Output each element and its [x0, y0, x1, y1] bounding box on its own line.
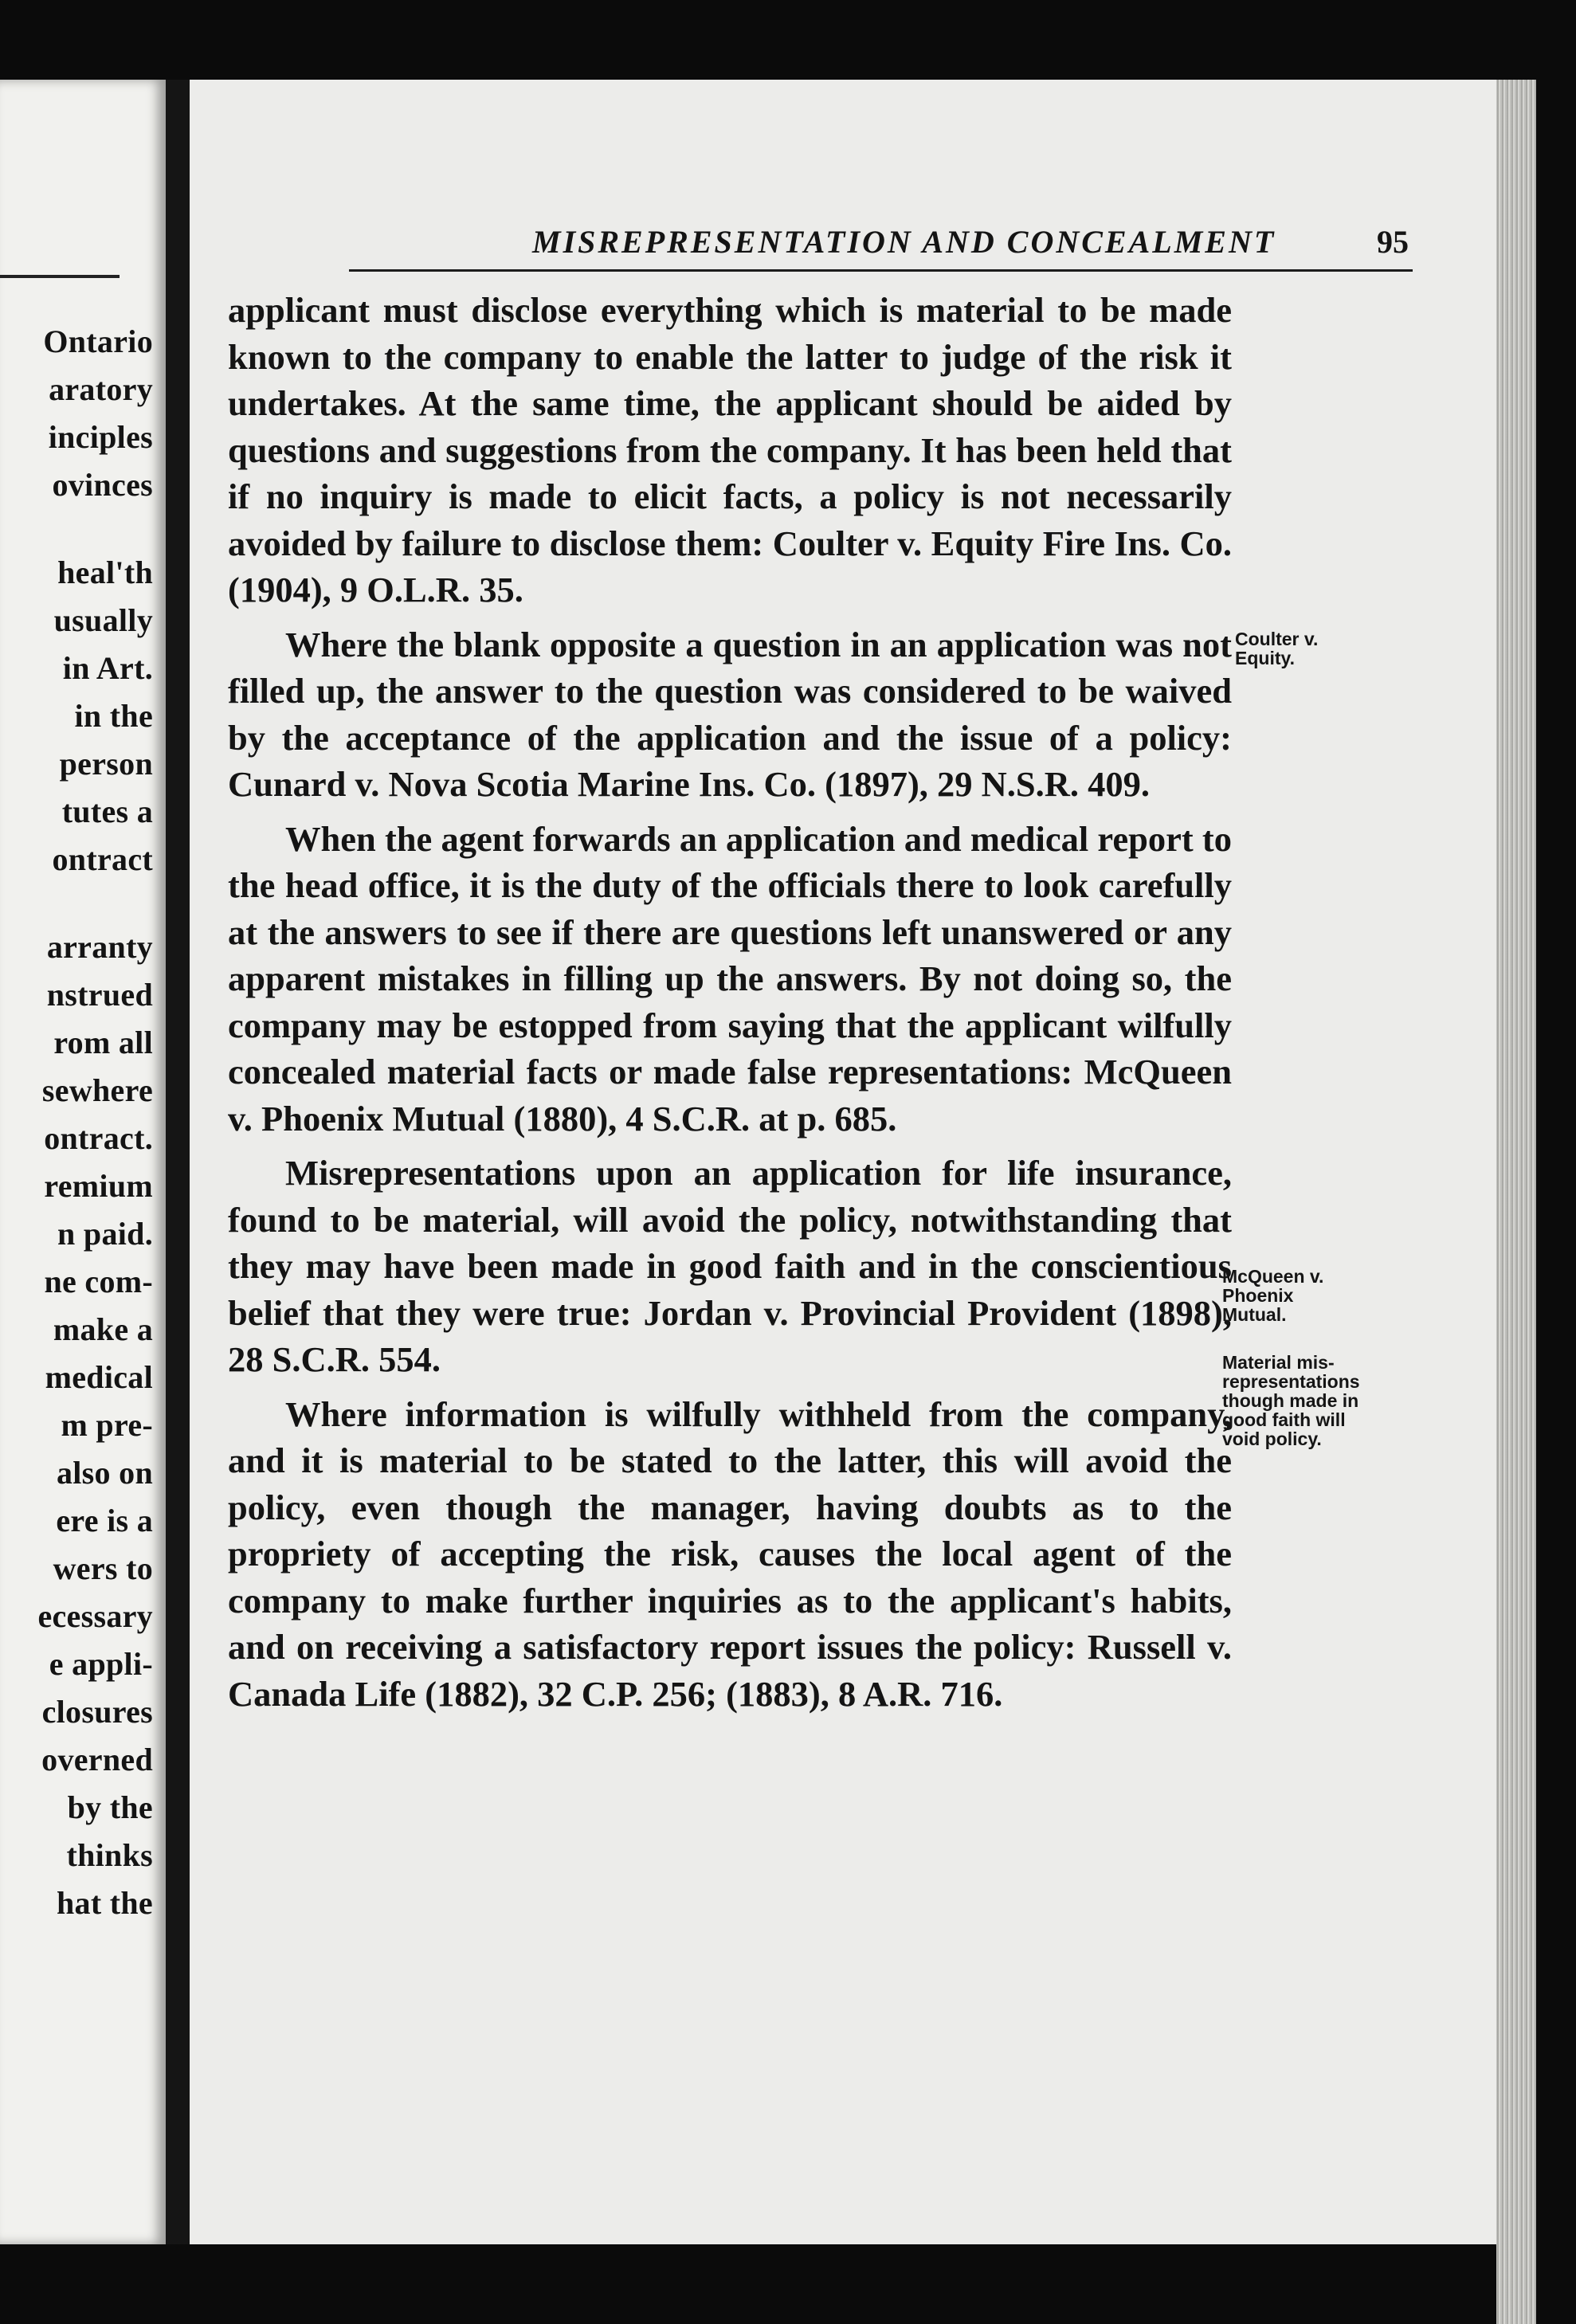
- left-page-line: thinks: [66, 1837, 153, 1873]
- margin-note-line: Phoenix: [1222, 1285, 1294, 1306]
- left-page-line: rom all: [53, 1025, 153, 1060]
- left-page-line: ontract.: [44, 1120, 153, 1156]
- margin-note-material: [1222, 1353, 1360, 1448]
- running-head: [349, 223, 1409, 268]
- left-page-line: inciples: [48, 419, 153, 455]
- margin-note-line: Mutual.: [1222, 1304, 1287, 1325]
- left-page-line: ere is a: [56, 1503, 153, 1538]
- left-page-line: sewhere: [41, 1072, 153, 1108]
- left-page-line: e appli-: [49, 1646, 153, 1682]
- left-page-line: ontract: [52, 841, 153, 877]
- paragraph: applicant must disclose everything which is material to be made known to the company to enable the latter to judge of the risk it undertakes. At the same time, the applicant should be aided by questions and suggestions from the company. It has been held that if no inquiry is made to elicit facts, a policy is not necessarily avoided by failure to disclose them: Coulter v. Equity Fire Ins. Co. (1904), 9 O.L.R. 35.: [228, 290, 1232, 609]
- left-page-line: m pre-: [61, 1407, 153, 1443]
- left-page-fragment: [0, 80, 166, 2244]
- left-page-line: by the: [67, 1789, 153, 1825]
- left-page-line: nstrued: [46, 977, 153, 1013]
- left-page-rule: [0, 275, 120, 278]
- left-page-line: also on: [56, 1455, 153, 1491]
- left-page-line: medical: [45, 1359, 153, 1395]
- body-text: [228, 287, 1232, 1725]
- margin-note-line: good faith will: [1222, 1409, 1346, 1430]
- margin-note-line: representations: [1222, 1371, 1360, 1392]
- paragraph: Where information is wilfully withheld from the company, and it is material to be stated to the latter, this will avoid the policy, even though the manager, having doubts as to the propriety of accepting the risk, causes the local agent of the company to make further inquiries as to the applicant's habits, and on receiving a satisfactory report issues the policy: Russell v. Canada Life (1882), 32 C.P. 256; (1883), 8 A.R. 716.: [228, 1393, 1232, 1714]
- left-page-line: n paid.: [57, 1216, 153, 1252]
- left-page-line: ovinces: [52, 467, 153, 503]
- left-page-line: aratory: [49, 371, 153, 407]
- book-gutter: [166, 80, 190, 2244]
- left-page-line: ne com-: [44, 1264, 153, 1299]
- page-edge: [1496, 80, 1536, 2324]
- margin-note-mcqueen: [1222, 1267, 1323, 1324]
- left-page-line: remium: [44, 1168, 153, 1204]
- left-page-line: in the: [74, 698, 153, 734]
- margin-note-line: McQueen v.: [1222, 1266, 1324, 1287]
- margin-note-line: void policy.: [1222, 1428, 1322, 1449]
- left-page-line: Ontario: [43, 323, 153, 359]
- left-page-line: arranty: [46, 929, 153, 965]
- running-head-rule: [349, 269, 1413, 272]
- margin-note-line: though made in: [1222, 1390, 1359, 1411]
- left-page-line: closures: [41, 1694, 153, 1730]
- left-page-line: wers to: [53, 1550, 153, 1586]
- paragraph: When the agent forwards an application and medical report to the head office, it is the duty of the officials there to look carefully at the answers to see if there are questions left unanswered or any apparent mistakes in filling up the answers. By not doing so, the company may be estopped from saying that the applicant wilfully concealed material facts or made false representations: McQueen v. Phoenix Mutual (1880), 4 S.C.R. at p. 685.: [228, 818, 1232, 1138]
- margin-note-line: Coulter v.: [1235, 629, 1319, 649]
- left-page-line: person: [59, 746, 153, 782]
- page-number: 95: [1377, 224, 1409, 260]
- left-page-line: heal'th: [57, 555, 153, 590]
- margin-note-coulter: [1235, 629, 1318, 668]
- left-page-line: overned: [41, 1742, 153, 1777]
- margin-note-line: Equity.: [1235, 648, 1295, 668]
- margin-note-line: Material mis-: [1222, 1352, 1335, 1373]
- left-page-line: in Art.: [62, 650, 153, 686]
- main-page: [190, 80, 1536, 2244]
- left-page-line: tutes a: [61, 794, 153, 829]
- paragraph: Where the blank opposite a question in an application was not filled up, the answer to the question was considered to be waived by the acceptance of the application and the issue of a policy: Cunard v. Nova Scotia Marine Ins. Co. (1897), 29 N.S.R. 409.: [228, 624, 1232, 804]
- paragraph: Misrepresentations upon an application for life insurance, found to be material, will avoid the policy, notwithstanding that they may have been made in good faith and in the conscientious belief that they were true: Jordan v. Provincial Provident (1898), 28 S.C.R. 554.: [228, 1153, 1232, 1379]
- running-head-title: MISREPRESENTATION AND CONCEALMENT: [532, 224, 1276, 260]
- left-page-line: usually: [53, 602, 153, 638]
- left-page-line: ecessary: [37, 1598, 153, 1634]
- left-page-line: make a: [53, 1311, 153, 1347]
- left-page-line: hat the: [57, 1885, 153, 1921]
